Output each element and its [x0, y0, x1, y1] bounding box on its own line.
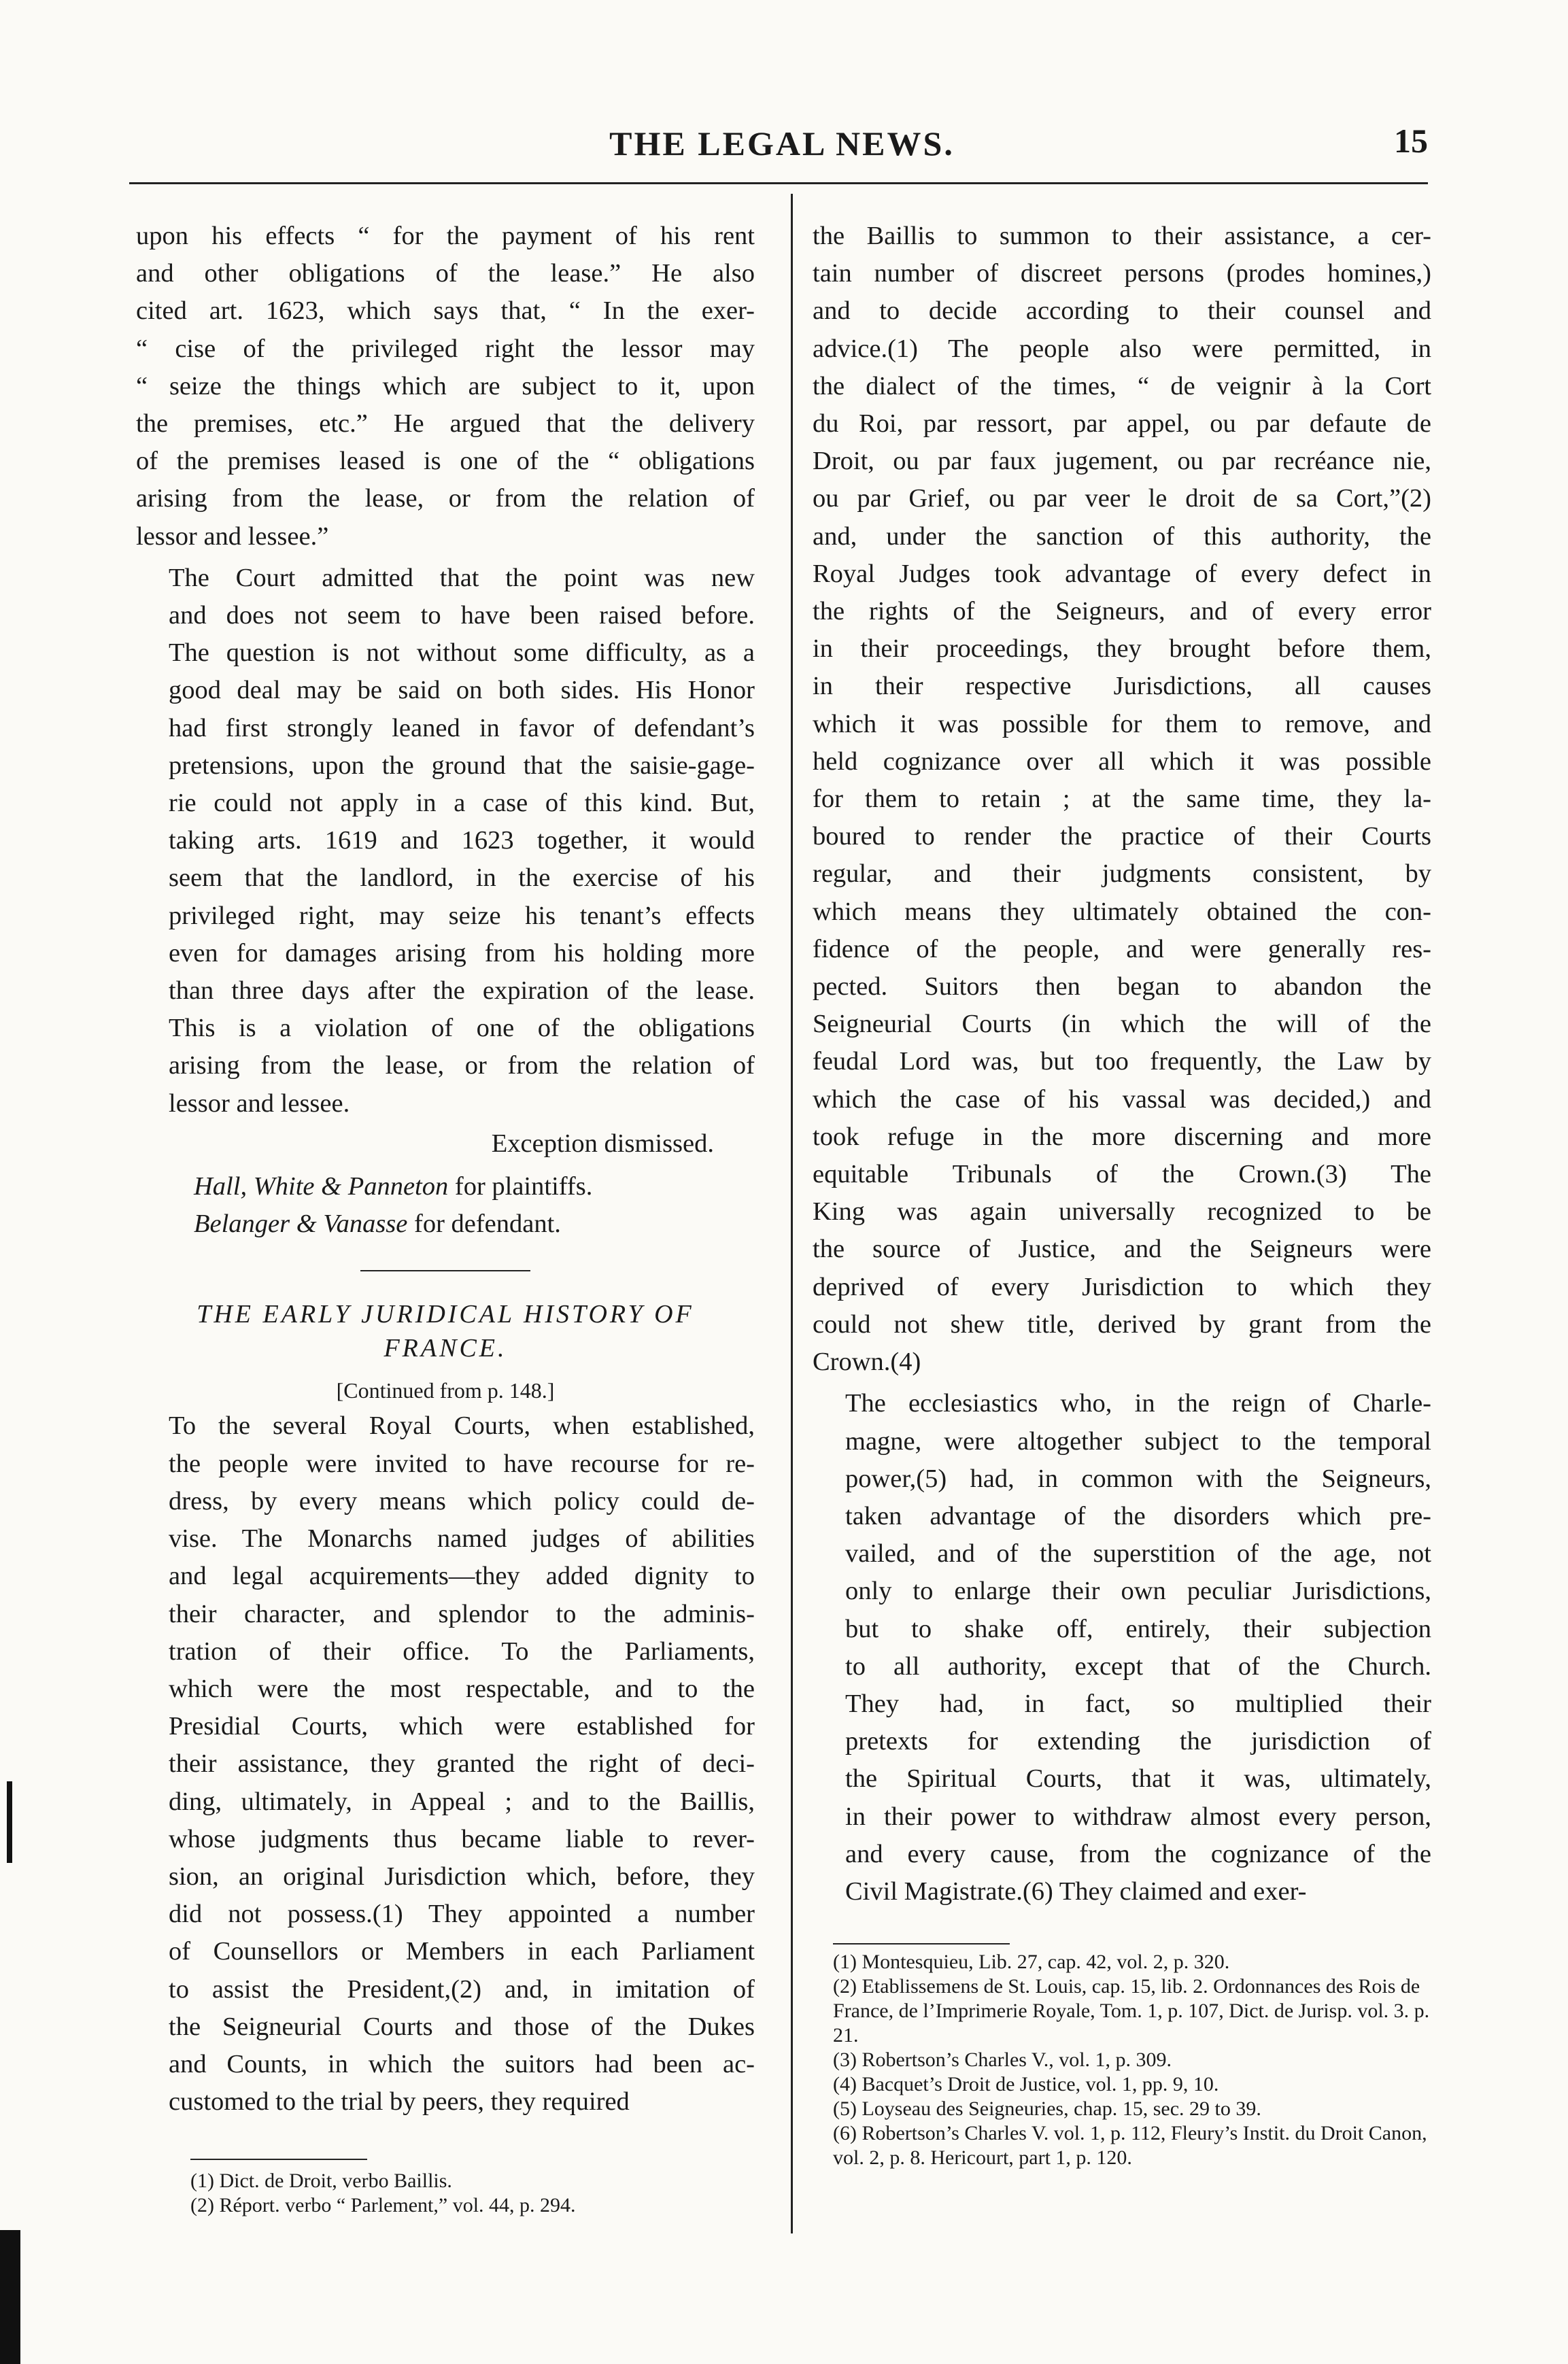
text-line: the Seigneurial Courts and those of the Dukes: [169, 2012, 755, 2041]
text-line: Seigneurial Courts (in which the will of the: [813, 1010, 1431, 1039]
text-line: cited art. 1623, which says that, “ In the exer-: [136, 296, 755, 326]
text-line: and Counts, in which the suitors had been ac-: [169, 2049, 755, 2078]
text-line: to assist the President,(2) and, in imitation of: [169, 1974, 755, 2004]
continued-note: [Continued from p. 148.]: [336, 1378, 555, 1403]
text-line: vise. The Monarchs named judges of abilities: [169, 1524, 755, 1554]
text-line: Presidial Courts, which were established for: [169, 1712, 755, 1741]
text-line: and legal acquirements—they added dignity to: [169, 1562, 755, 1591]
text-line: the source of Justice, and the Seigneurs were: [813, 1235, 1431, 1264]
text-line: in their respective Jurisdictions, all causes: [813, 672, 1431, 701]
footnote: (1) Dict. de Droit, verbo Baillis.: [190, 2170, 452, 2192]
text-line: which it was possible for them to remove, and: [813, 709, 1431, 738]
text-line: power,(5) had, in common with the Seigneurs,: [845, 1464, 1431, 1493]
text-line: The Court admitted that the point was new: [169, 563, 755, 592]
text-line: feudal Lord was, but too frequently, the Law by: [813, 1047, 1431, 1076]
counsel-role: for plaintiffs.: [448, 1172, 593, 1201]
text-line: They had, in fact, so multiplied their: [845, 1689, 1431, 1718]
text-line: which were the most respectable, and to the: [169, 1674, 755, 1703]
paragraph: [136, 560, 755, 1123]
text-line: for them to retain ; at the same time, they la-: [813, 785, 1431, 814]
text-line: but to shake off, entirely, their subjection: [845, 1614, 1431, 1643]
text-line: than three days after the expiration of the lease.: [169, 976, 755, 1006]
text-line: the Spiritual Courts, that it was, ultimately,: [845, 1764, 1431, 1794]
text-line: lessor and lessee.”: [136, 521, 329, 551]
text-line: Crown.(4): [813, 1348, 921, 1377]
text-line: upon his effects “ for the payment of his rent: [136, 222, 755, 250]
text-line: tain number of discreet persons (prodes homines,): [813, 259, 1431, 288]
footnote: (4) Bacquet’s Droit de Justice, vol. 1, pp. 9, 10.: [833, 2073, 1219, 2095]
text-line: Droit, ou par faux jugement, ou par recréance nie,: [813, 447, 1431, 476]
text-line: regular, and their judgments consistent, by: [813, 859, 1431, 889]
counsel-role: for defendant.: [407, 1210, 561, 1239]
text-line: “ seize the things which are subject to it, upon: [136, 371, 755, 400]
counsel-defendant: [136, 1205, 755, 1243]
text-line: deprived of every Jurisdiction to which they: [813, 1272, 1431, 1301]
paragraph: [136, 218, 755, 555]
text-line: the premises, etc.” He argued that the delivery: [136, 409, 755, 439]
text-line: seem that the landlord, in the exercise of his: [169, 863, 755, 893]
text-line: their assistance, they granted the right of deci-: [169, 1749, 755, 1779]
text-line: and every cause, from the cognizance of the: [845, 1839, 1431, 1868]
text-line: lessor and lessee.: [169, 1089, 350, 1118]
text-line: the dialect of the times, “ de veignir à la Cort: [813, 371, 1431, 400]
text-line: did not possess.(1) They appointed a number: [169, 1900, 755, 1929]
text-line: taking arts. 1619 and 1623 together, it would: [169, 826, 755, 855]
text-line: “ cise of the privileged right the lessor may: [136, 334, 755, 363]
paragraph: [813, 1385, 1431, 1911]
left-column: [136, 218, 755, 2121]
text-line: their character, and splendor to the adminis-: [169, 1599, 755, 1628]
text-line: taken advantage of the disorders which pre-: [845, 1501, 1431, 1530]
section-rule: [360, 1270, 530, 1271]
text-line: only to enlarge their own peculiar Jurisdictions,: [845, 1577, 1431, 1606]
text-line: of Counsellors or Members in each Parliament: [169, 1937, 755, 1966]
text-line: good deal may be said on both sides. His Honor: [169, 676, 755, 705]
counsel-plaintiffs: [136, 1168, 755, 1205]
text-line: ou par Grief, ou par veer le droit de sa Cort,”(2): [813, 484, 1431, 513]
page-number: 15: [1394, 122, 1428, 160]
text-line: had first strongly leaned in favor of defendant’s: [169, 713, 755, 742]
text-line: To the several Royal Courts, when established,: [169, 1411, 755, 1441]
text-line: and to decide according to their counsel and: [813, 296, 1431, 326]
text-line: advice.(1) The people also were permitted, in: [813, 334, 1431, 363]
text-line: in their power to withdraw almost every person,: [845, 1802, 1431, 1831]
text-line: and other obligations of the lease.” He also: [136, 259, 755, 288]
text-line: privileged right, may seize his tenant’s effects: [169, 901, 755, 930]
text-line: du Roi, par ressort, par appel, ou par defaute de: [813, 409, 1431, 439]
text-line: arising from the lease, or from the relation of: [169, 1051, 755, 1080]
text-line: which the case of his vassal was decided,) and: [813, 1084, 1431, 1114]
text-line: Civil Magistrate.(6) They claimed and exer-: [845, 1877, 1307, 1906]
counsel-list: [136, 1168, 755, 1243]
right-column: [813, 218, 1431, 1911]
text-line: This is a violation of one of the obligations: [169, 1014, 755, 1043]
header-rule: [129, 182, 1428, 184]
running-title: THE LEGAL NEWS.: [609, 124, 955, 162]
page-header: [129, 116, 1435, 177]
text-line: magne, were altogether subject to the temporal: [845, 1426, 1431, 1456]
article-title: [136, 1297, 755, 1365]
text-line: boured to render the practice of their Courts: [813, 822, 1431, 851]
counsel-names: Hall, White & Panneton: [194, 1172, 449, 1201]
text-line: to all authority, except that of the Church.: [845, 1651, 1431, 1681]
text-line: ding, ultimately, in Appeal ; and to the Baillis,: [169, 1787, 755, 1816]
text-line: equitable Tribunals of the Crown.(3) The: [813, 1160, 1431, 1189]
footnote: (3) Robertson’s Charles V., vol. 1, p. 309.: [833, 2049, 1172, 2071]
footnote: (1) Montesquieu, Lib. 27, cap. 42, vol. 2, p. 320.: [833, 1951, 1230, 1973]
text-line: The question is not without some difficulty, as a: [169, 638, 755, 668]
paragraph: [136, 1407, 755, 2121]
text-line: King was again universally recognized to be: [813, 1197, 1431, 1227]
footnote: (2) Réport. verbo “ Parlement,” vol. 44, p. 294.: [190, 2194, 576, 2216]
text-line: in their proceedings, they brought before them,: [813, 634, 1431, 664]
footnote: (5) Loyseau des Seigneuries, chap. 15, sec. 29 to 39.: [833, 2097, 1261, 2120]
footnote: (6) Robertson’s Charles V. vol. 1, p. 112, Fleury’s Instit. du Droit Canon, vol. 2, p. 8. Hericourt, part 1, p. 120.: [833, 2122, 1427, 2169]
article-title-line: THE EARLY JURIDICAL HISTORY OF: [197, 1300, 694, 1329]
text-line: vailed, and of the superstition of the age, not: [845, 1539, 1431, 1569]
paragraph: [813, 218, 1431, 1381]
text-line: The ecclesiastics who, in the reign of Charle-: [845, 1389, 1431, 1418]
column-divider: [791, 194, 793, 2233]
article-title-line: FRANCE.: [384, 1334, 507, 1363]
text-line: pected. Suitors then began to abandon the: [813, 972, 1431, 1001]
footnotes-left: [190, 2169, 748, 2218]
text-line: pretensions, upon the ground that the saisie-gage-: [169, 751, 755, 780]
text-line: customed to the trial by peers, they required: [169, 2087, 630, 2117]
text-line: the rights of the Seigneurs, and of every error: [813, 597, 1431, 626]
binding-shadow-bottom: [0, 2230, 20, 2364]
text-line: which means they ultimately obtained the con-: [813, 897, 1431, 926]
counsel-names: Belanger & Vanasse: [194, 1210, 408, 1239]
text-line: pretexts for extending the jurisdiction of: [845, 1727, 1431, 1756]
text-line: and, under the sanction of this authority, the: [813, 521, 1431, 551]
footnotes-right: [833, 1950, 1431, 2170]
text-line: took refuge in the more discerning and more: [813, 1122, 1431, 1151]
text-line: dress, by every means which policy could de-: [169, 1486, 755, 1515]
footnote-rule: [190, 2159, 367, 2160]
text-line: of the premises leased is one of the “ obligations: [136, 447, 755, 476]
binding-shadow-top: [7, 1781, 12, 1863]
text-line: and does not seem to have been raised before.: [169, 601, 755, 630]
text-line: fidence of the people, and were generally res-: [813, 934, 1431, 963]
text-line: the people were invited to have recourse for re-: [169, 1449, 755, 1478]
text-line: rie could not apply in a case of this kind. But,: [169, 789, 755, 818]
text-line: the Baillis to summon to their assistance, a cer-: [813, 222, 1431, 250]
text-line: could not shew title, derived by grant from the: [813, 1309, 1431, 1339]
text-line: sion, an original Jurisdiction which, before, they: [169, 1862, 755, 1891]
text-line: even for damages arising from his holding more: [169, 938, 755, 967]
text-line: arising from the lease, or from the relation of: [136, 484, 755, 513]
text-line: whose judgments thus became liable to rever-: [169, 1824, 755, 1853]
ruling: Exception dismissed.: [491, 1129, 714, 1158]
footnote-rule: [833, 1943, 1010, 1945]
text-line: tration of their office. To the Parliaments,: [169, 1637, 755, 1666]
text-line: Royal Judges took advantage of every defect in: [813, 559, 1431, 588]
footnote: (2) Etablissemens de St. Louis, cap. 15, lib. 2. Ordonnances des Rois de France, de l’Imprimerie Royale, Tom. 1, p. 107, Dict. de Jurisp. vol. 3. p. 21.: [833, 1975, 1430, 2046]
text-line: held cognizance over all which it was possible: [813, 747, 1431, 776]
